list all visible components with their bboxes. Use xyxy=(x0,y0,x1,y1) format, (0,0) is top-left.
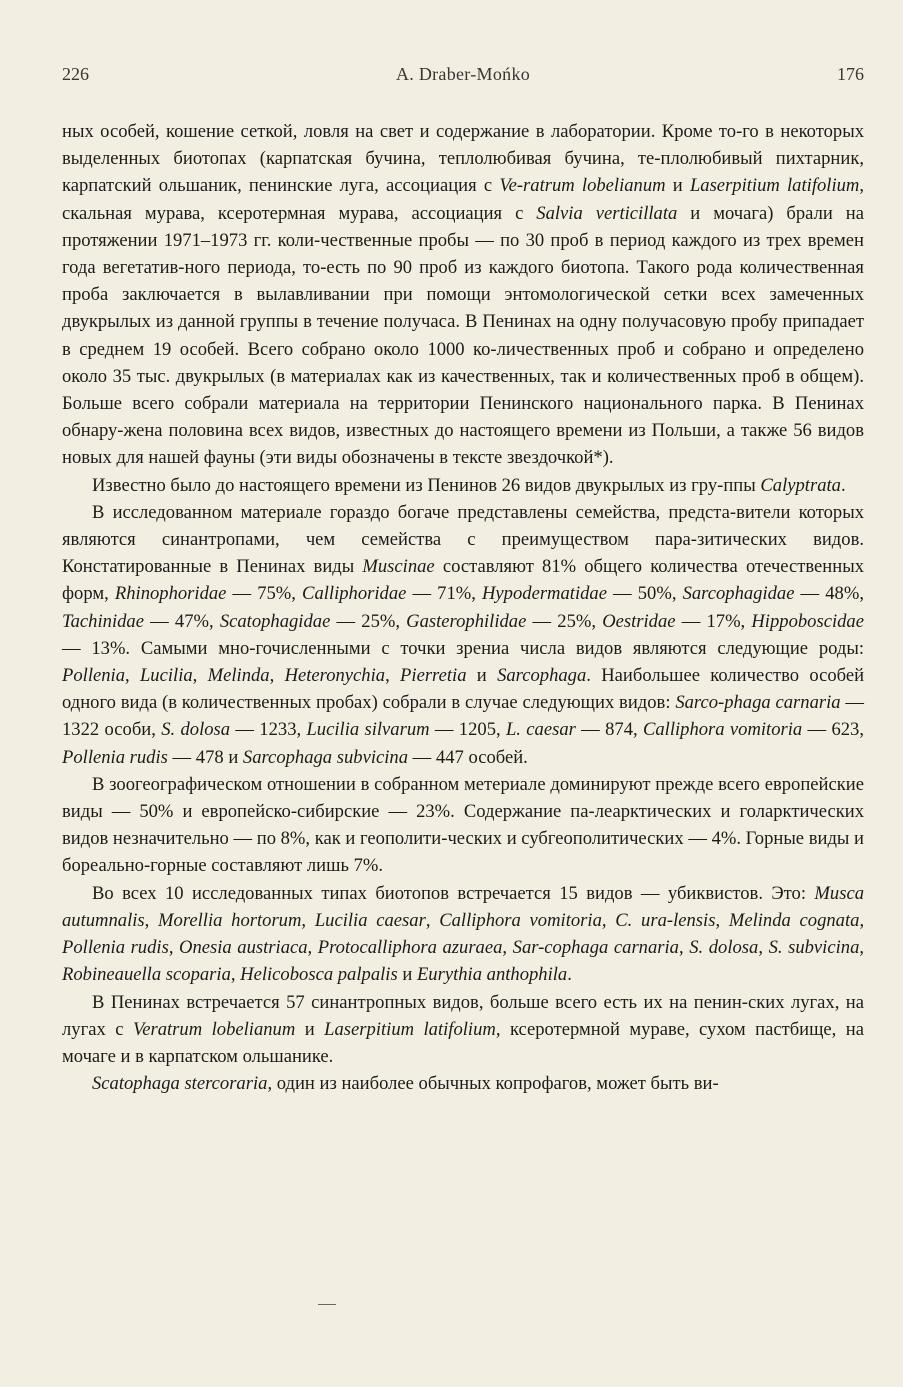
taxon-name: Calliphoridae xyxy=(302,583,407,605)
paragraph xyxy=(62,771,864,880)
text-run: — 47%, xyxy=(143,610,220,632)
taxon-name: Robineauella scoparia xyxy=(62,964,231,986)
taxon-name: Melinda cognata xyxy=(728,909,860,931)
paragraph xyxy=(62,989,864,1071)
taxon-name: Ve-ratrum lobelianum xyxy=(499,175,666,197)
text-run: , xyxy=(168,937,180,959)
taxon-name: Hypodermatidae xyxy=(482,583,607,605)
taxon-name: Pollenia rudis xyxy=(62,746,168,768)
taxon-name: Sarcophaga xyxy=(497,665,587,687)
taxon-name: Lucilia silvarum xyxy=(306,719,430,741)
text-run: — 478 и xyxy=(167,746,243,768)
text-run: — 48%, xyxy=(794,583,864,605)
footer-rule xyxy=(318,1304,336,1305)
text-run: — 75%, xyxy=(226,583,303,605)
text-run: , xyxy=(144,909,159,931)
text-run: — 1322 особи, xyxy=(62,692,864,741)
text-run: — 623, xyxy=(802,719,864,741)
text-run: В исследованном материале гораздо богаче представлены семейства, предста-вители которых являются синантропами, чем семейства с преимуществом пара-зитических видов. Констатированные в Пенинах виды xyxy=(62,501,864,578)
taxon-name: Hippoboscidae xyxy=(751,610,864,632)
text-run: , xyxy=(678,937,690,959)
taxon-name: Pollenia rudis xyxy=(62,937,169,959)
text-run: — 25%, xyxy=(526,610,603,632)
taxon-name: L. caesar xyxy=(505,719,576,741)
page-number-left: 226 xyxy=(62,64,89,84)
paragraph xyxy=(62,499,864,771)
text-run: , xyxy=(307,937,318,959)
text-run: , xyxy=(425,909,440,931)
text-run: Известно было до настоящего времени из Пенинов 26 видов двукрылых из гру-ппы xyxy=(92,474,761,496)
taxon-name: Tachinidae xyxy=(62,610,144,632)
taxon-name: Helicobosca palpalis xyxy=(240,964,398,986)
text-run: — 13%. Самыми мно-гочисленными с точки зрениа числа видов являются следующие роды: xyxy=(62,637,864,659)
text-run: , один из наиболее обычных копрофагов, может быть ви- xyxy=(267,1073,719,1095)
taxon-name: Sarcophagidae xyxy=(682,583,795,605)
paragraph xyxy=(62,472,864,499)
text-run: и xyxy=(665,175,690,197)
page-number-right: 176 xyxy=(837,64,864,84)
taxon-name: Laserpitium latifolium xyxy=(689,175,860,197)
taxon-name: Rhinophoridae xyxy=(114,583,227,605)
paragraph xyxy=(62,1070,864,1097)
taxon-name: Pierretia xyxy=(400,665,467,687)
paragraph xyxy=(62,880,864,989)
paragraph xyxy=(62,118,864,472)
text-run: , xyxy=(385,665,401,687)
taxon-name: Musca autumnalis xyxy=(62,882,864,931)
text-run: и xyxy=(295,1018,325,1040)
taxon-name: Melinda xyxy=(207,665,270,687)
text-run: — 71%, xyxy=(406,583,482,605)
text-run: , xyxy=(125,665,140,687)
text-run: составляют 81% общего количества отечественных форм, xyxy=(62,556,864,605)
text-run: В Пенинах встречается 57 синантропных видов, больше всего есть их на пенин-ских лугах, на лугах с xyxy=(62,991,864,1040)
taxon-name: S. dolosa xyxy=(689,937,759,959)
text-run: — 50%, xyxy=(606,583,683,605)
taxon-name: Eurythia anthophila xyxy=(416,964,568,986)
taxon-name: Sar-cophaga carnaria xyxy=(512,937,679,959)
taxon-name: S. dolosa xyxy=(161,719,231,741)
text-run: — 447 особей. xyxy=(408,746,528,768)
text-run: , xyxy=(859,937,865,959)
taxon-name: Veratrum lobelianum xyxy=(132,1018,296,1040)
text-run: , xyxy=(192,665,208,687)
text-run: , xyxy=(859,909,865,931)
taxon-name: Calliphora vomitoria xyxy=(642,719,803,741)
taxon-name: Pollenia xyxy=(62,665,125,687)
text-run: . Наибольшее количество особей одного вида (в количественных пробах) собрали в случае следующих видов: xyxy=(62,665,865,714)
taxon-name: S. subvicina xyxy=(768,937,860,959)
text-run: ных особей, кошение сеткой, ловля на свет и содержание в лаборатории. Кроме то-го в некоторых выделенных биотопах (карпатская бучина, теплолюбивая бучина, те-плолюбивый пихтарник, карпатский ольшаник, пенинские луга, ассоциация с xyxy=(62,121,864,197)
running-author: A. Draber-Mońko xyxy=(395,64,531,84)
taxon-name: Scatophagidae xyxy=(219,610,331,632)
text-run: , xyxy=(758,937,769,959)
text-run: , ксеротермной мураве, сухом пастбище, на мочаге и в карпатском ольшанике. xyxy=(62,1018,864,1067)
text-run: — 17%, xyxy=(675,610,752,632)
text-run: — 1233, xyxy=(230,719,307,741)
taxon-name: Laserpitium latifolium xyxy=(324,1018,496,1040)
text-run: и xyxy=(466,665,498,687)
text-run: и xyxy=(397,964,417,986)
taxon-name: Calliphora vomitoria xyxy=(439,909,602,931)
body-text xyxy=(62,118,864,1097)
taxon-name: Salvia verticillata xyxy=(536,202,678,224)
text-run: , xyxy=(601,909,616,931)
text-run: — 25%, xyxy=(330,610,407,632)
taxon-name: Onesia austriaca xyxy=(179,937,308,959)
text-run: . xyxy=(840,474,846,496)
text-run: , xyxy=(301,909,315,931)
running-header xyxy=(62,64,864,94)
taxon-name: Muscinae xyxy=(362,556,435,578)
text-run: В зоогеографическом отношении в собранном метериале доминируют прежде всего европейские виды — 50% и европейско-сибирские — 23%. Содержание па-леарктических и голарктических видов незначительно — по 8%, как и геополити-ческих и субгеополитических — 4%. Горные виды и бореально-горные составляют лишь 7%. xyxy=(62,773,864,877)
taxon-name: Protocalliphora azuraea xyxy=(317,937,503,959)
taxon-name: Lucilia xyxy=(139,665,193,687)
text-run: , xyxy=(230,964,241,986)
text-run: — 1205, xyxy=(429,719,506,741)
text-run: , скальная мурава, ксеротермная мурава, ассоциация с xyxy=(62,175,864,224)
text-run: , xyxy=(269,665,285,687)
text-run: — 874, xyxy=(575,719,643,741)
text-run: , xyxy=(715,909,729,931)
text-run: , xyxy=(502,937,513,959)
taxon-name: Heteronychia xyxy=(284,665,386,687)
taxon-name: Oestridae xyxy=(602,610,676,632)
text-run: . xyxy=(567,964,572,986)
taxon-name: Sarcophaga subvicina xyxy=(242,746,409,768)
taxon-name: Calyptrata xyxy=(760,474,841,496)
taxon-name: Gasterophilidae xyxy=(406,610,527,632)
taxon-name: C. ura-lensis xyxy=(615,909,716,931)
text-run: и мочага) брали на протяжении 1971–1973 гг. коли-чественные пробы — по 30 проб в период каждого из трех времен года вегетатив-ного периода, то-есть по 90 проб из каждого биотопа. Такого рода количественная проба заключается в вылавливании при помощи энтомологической сетки всех замеченных двукрылых из данной группы в течение получаса. В Пенинах на одну получасовую пробу припадает в среднем 19 особей. Всего собрано около 1000 ко-личественных проб и собрано и определено около 35 тыс. двукрылых (в материалах как из качественных, так и количественных проб в общем). Больше всего собрали материала на территории Пенинского национального парка. В Пенинах обнару-жена половина всех видов, известных до настоящего времени из Польши, а также 56 видов новых для нашей фауны (эти виды обозначены в тексте звездочкой*). xyxy=(62,202,864,469)
text-run: Во всех 10 исследованных типах биотопов встречается 15 видов — убиквистов. Это: xyxy=(92,882,815,904)
taxon-name: Sarco-phaga carnaria xyxy=(675,692,841,714)
taxon-name: Lucilia caesar xyxy=(314,909,426,931)
taxon-name: Scatophaga stercoraria xyxy=(92,1073,268,1095)
taxon-name: Morellia hortorum xyxy=(158,909,302,931)
